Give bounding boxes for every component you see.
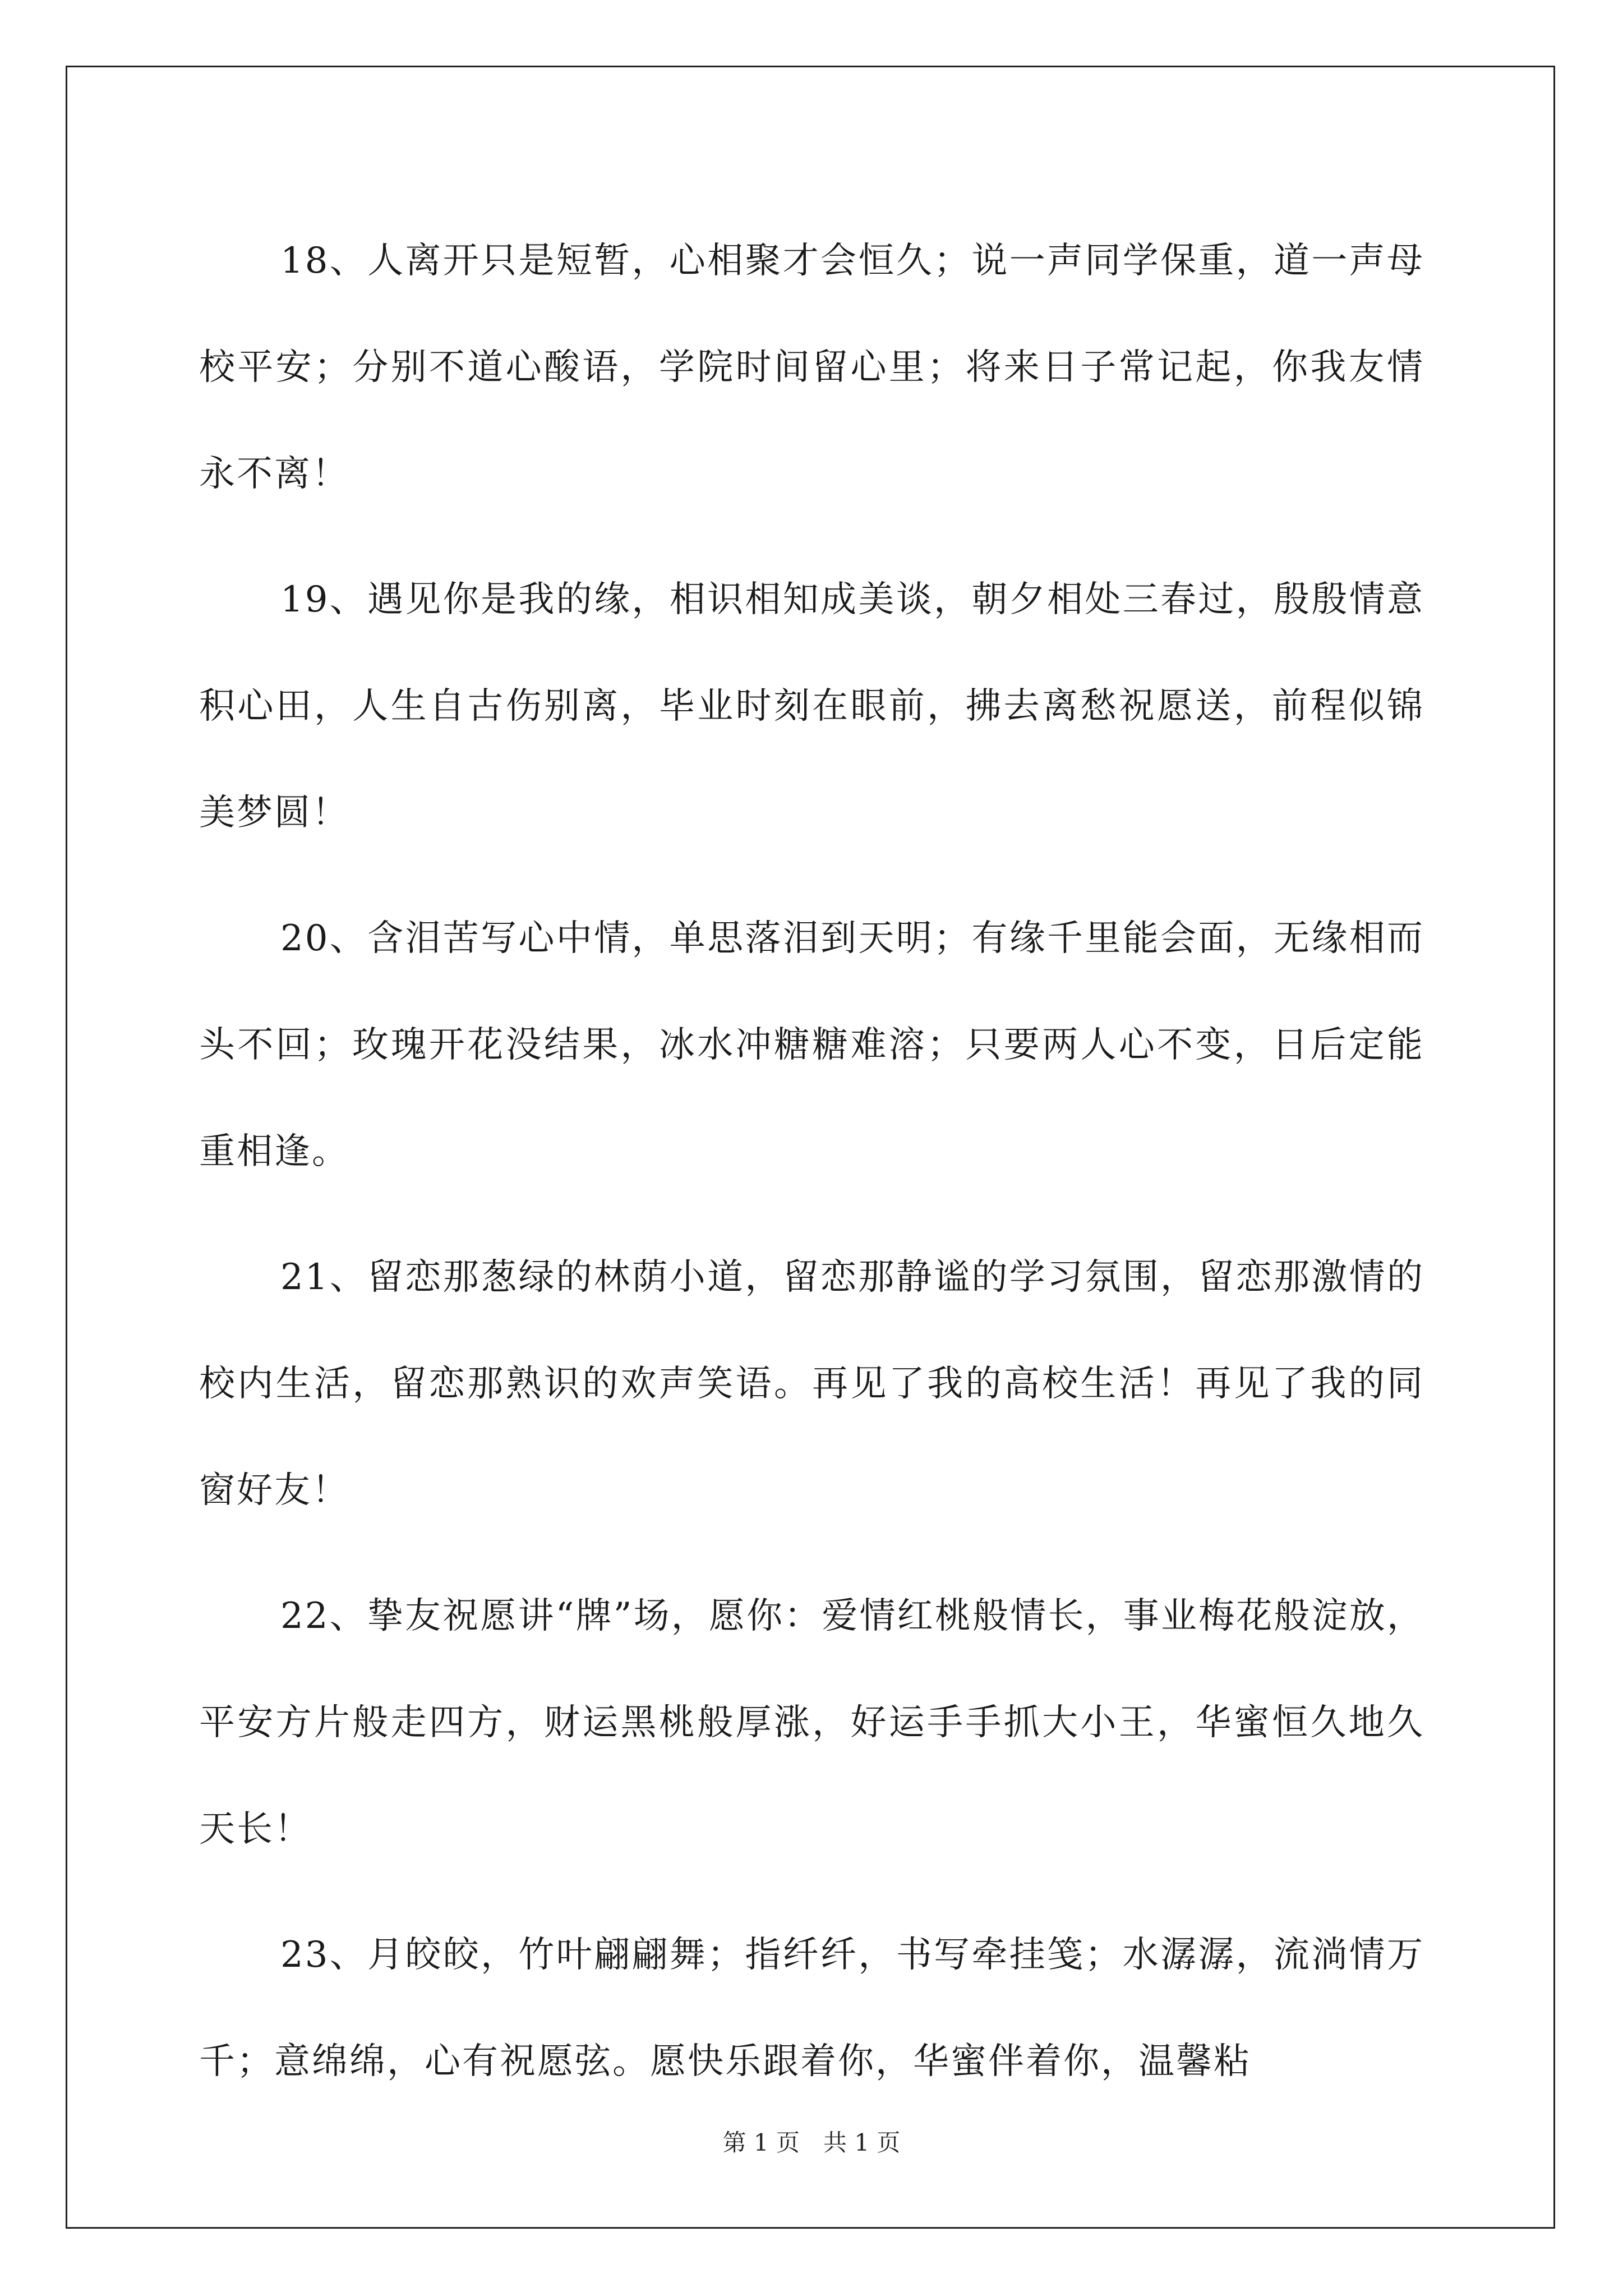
paragraph-19: 19、遇见你是我的缘，相识相知成美谈，朝夕相处三春过，殷殷情意积心田，人生自古伤别离，毕业时刻在眼前，拂去离愁祝愿送，前程似锦美梦圆！ — [199, 579, 1424, 834]
paragraph-22: 22、挚友祝愿讲“牌”场，愿你：爱情红桃般情长，事业梅花般淀放，平安方片般走四方，财运黑桃般厚涨，好运手手抓大小王，华蜜恒久地久天长！ — [199, 1595, 1424, 1850]
paragraph-20: 20、含泪苦写心中情，单思落泪到天明；有缘千里能会面，无缘相而头不回；玫瑰开花没结果，冰水冲糖糖难溶；只要两人心不变，日后定能重相逢。 — [199, 918, 1424, 1172]
paragraph-23: 23、月皎皎，竹叶翩翩舞；指纤纤，书写牵挂笺；水潺潺，流淌情万千；意绵绵，心有祝愿弦。愿快乐跟着你，华蜜伴着你，温馨粘 — [199, 1934, 1424, 2082]
page-number-footer: 第 1 页 共 1 页 — [722, 2129, 901, 2156]
paragraph-21: 21、留恋那葱绿的林荫小道，留恋那静谧的学习氛围，留恋那激情的校内生活，留恋那熟识的欢声笑语。再见了我的高校生活！再见了我的同窗好友！ — [199, 1257, 1424, 1511]
paragraph-18: 18、人离开只是短暂，心相聚才会恒久；说一声同学保重，道一声母校平安；分别不道心酸语，学院时间留心里；将来日子常记起，你我友情永不离！ — [199, 240, 1424, 495]
document-body — [199, 208, 1424, 2134]
